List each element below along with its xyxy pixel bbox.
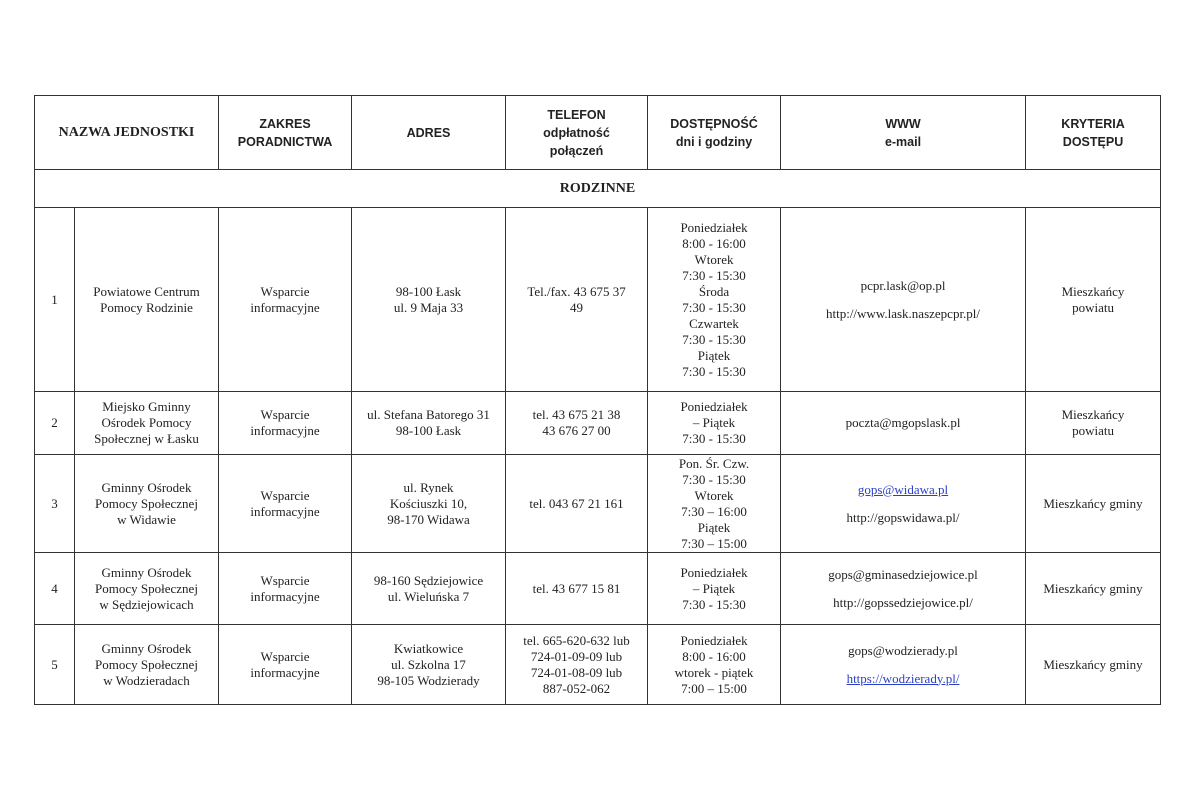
row-criteria: Mieszkańcy gminy (1026, 455, 1161, 553)
header-address: ADRES (352, 96, 506, 170)
row-contact (781, 455, 1026, 553)
row-address: ul. Rynek Kościuszki 10, 98-170 Widawa (352, 455, 506, 553)
row-scope: Wsparcie informacyjne (219, 392, 352, 455)
row-criteria: Mieszkańcy powiatu (1026, 392, 1161, 455)
row-contact (781, 625, 1026, 705)
row-name: Gminny Ośrodek Pomocy Społecznej w Sędziejowicach (75, 553, 219, 625)
header-criteria: KRYTERIA DOSTĘPU (1026, 96, 1161, 170)
row-email[interactable]: pcpr.lask@op.pl (860, 277, 946, 293)
row-website[interactable]: http://gopssedziejowice.pl/ (833, 594, 973, 610)
row-number: 5 (35, 625, 75, 705)
row-scope: Wsparcie informacyjne (219, 208, 352, 392)
row-address: 98-160 Sędziejowice ul. Wieluńska 7 (352, 553, 506, 625)
header-row (35, 96, 1161, 170)
row-number: 4 (35, 553, 75, 625)
row-contact (781, 392, 1026, 455)
row-phone: tel. 043 67 21 161 (506, 455, 648, 553)
header-scope: ZAKRES PORADNICTWA (219, 96, 352, 170)
table-row (35, 392, 1161, 455)
section-title: RODZINNE (35, 170, 1161, 208)
row-email[interactable]: gops@gminasedziejowice.pl (828, 566, 978, 582)
row-availability: Poniedziałek 8:00 - 16:00 wtorek - piątek 7:00 – 15:00 (648, 625, 781, 705)
header-availability: DOSTĘPNOŚĆ dni i godziny (648, 96, 781, 170)
row-website[interactable]: https://wodzierady.pl/ (846, 670, 960, 686)
row-availability: Poniedziałek – Piątek 7:30 - 15:30 (648, 392, 781, 455)
row-email[interactable]: poczta@mgopslask.pl (845, 415, 961, 430)
row-name: Miejsko Gminny Ośrodek Pomocy Społecznej w Łasku (75, 392, 219, 455)
table-row (35, 208, 1161, 392)
header-www: WWW e-mail (781, 96, 1026, 170)
row-number: 2 (35, 392, 75, 455)
row-availability: Poniedziałek 8:00 - 16:00 Wtorek 7:30 - 15:30 Środa 7:30 - 15:30 Czwartek 7:30 - 15:30 Piątek 7:30 - 15:30 (648, 208, 781, 392)
row-scope: Wsparcie informacyjne (219, 625, 352, 705)
row-phone: tel. 665-620-632 lub 724-01-09-09 lub 724-01-08-09 lub 887-052-062 (506, 625, 648, 705)
row-address: 98-100 Łask ul. 9 Maja 33 (352, 208, 506, 392)
row-address: ul. Stefana Batorego 31 98-100 Łask (352, 392, 506, 455)
row-phone: tel. 43 675 21 38 43 676 27 00 (506, 392, 648, 455)
row-website[interactable]: http://www.lask.naszepcpr.pl/ (825, 305, 981, 321)
row-email[interactable]: gops@wodzierady.pl (848, 642, 958, 658)
row-criteria: Mieszkańcy gminy (1026, 625, 1161, 705)
header-phone: TELEFON odpłatność połączeń (506, 96, 648, 170)
institutions-table (34, 95, 1161, 705)
row-criteria: Mieszkańcy powiatu (1026, 208, 1161, 392)
row-availability: Poniedziałek – Piątek 7:30 - 15:30 (648, 553, 781, 625)
row-address: Kwiatkowice ul. Szkolna 17 98-105 Wodzierady (352, 625, 506, 705)
row-contact (781, 208, 1026, 392)
row-name: Gminny Ośrodek Pomocy Społecznej w Widawie (75, 455, 219, 553)
row-number: 1 (35, 208, 75, 392)
row-scope: Wsparcie informacyjne (219, 553, 352, 625)
section-row (35, 170, 1161, 208)
table-row (35, 455, 1161, 553)
row-name: Gminny Ośrodek Pomocy Społecznej w Wodzieradach (75, 625, 219, 705)
row-name: Powiatowe Centrum Pomocy Rodzinie (75, 208, 219, 392)
row-criteria: Mieszkańcy gminy (1026, 553, 1161, 625)
row-email[interactable]: gops@widawa.pl (857, 481, 949, 497)
row-scope: Wsparcie informacyjne (219, 455, 352, 553)
row-number: 3 (35, 455, 75, 553)
row-availability: Pon. Śr. Czw. 7:30 - 15:30 Wtorek 7:30 – 16:00 Piątek 7:30 – 15:00 (648, 455, 781, 553)
table-row (35, 625, 1161, 705)
header-name: NAZWA JEDNOSTKI (35, 96, 219, 170)
row-website[interactable]: http://gopswidawa.pl/ (846, 509, 960, 525)
table-row (35, 553, 1161, 625)
row-phone: tel. 43 677 15 81 (506, 553, 648, 625)
row-contact (781, 553, 1026, 625)
row-phone: Tel./fax. 43 675 37 49 (506, 208, 648, 392)
